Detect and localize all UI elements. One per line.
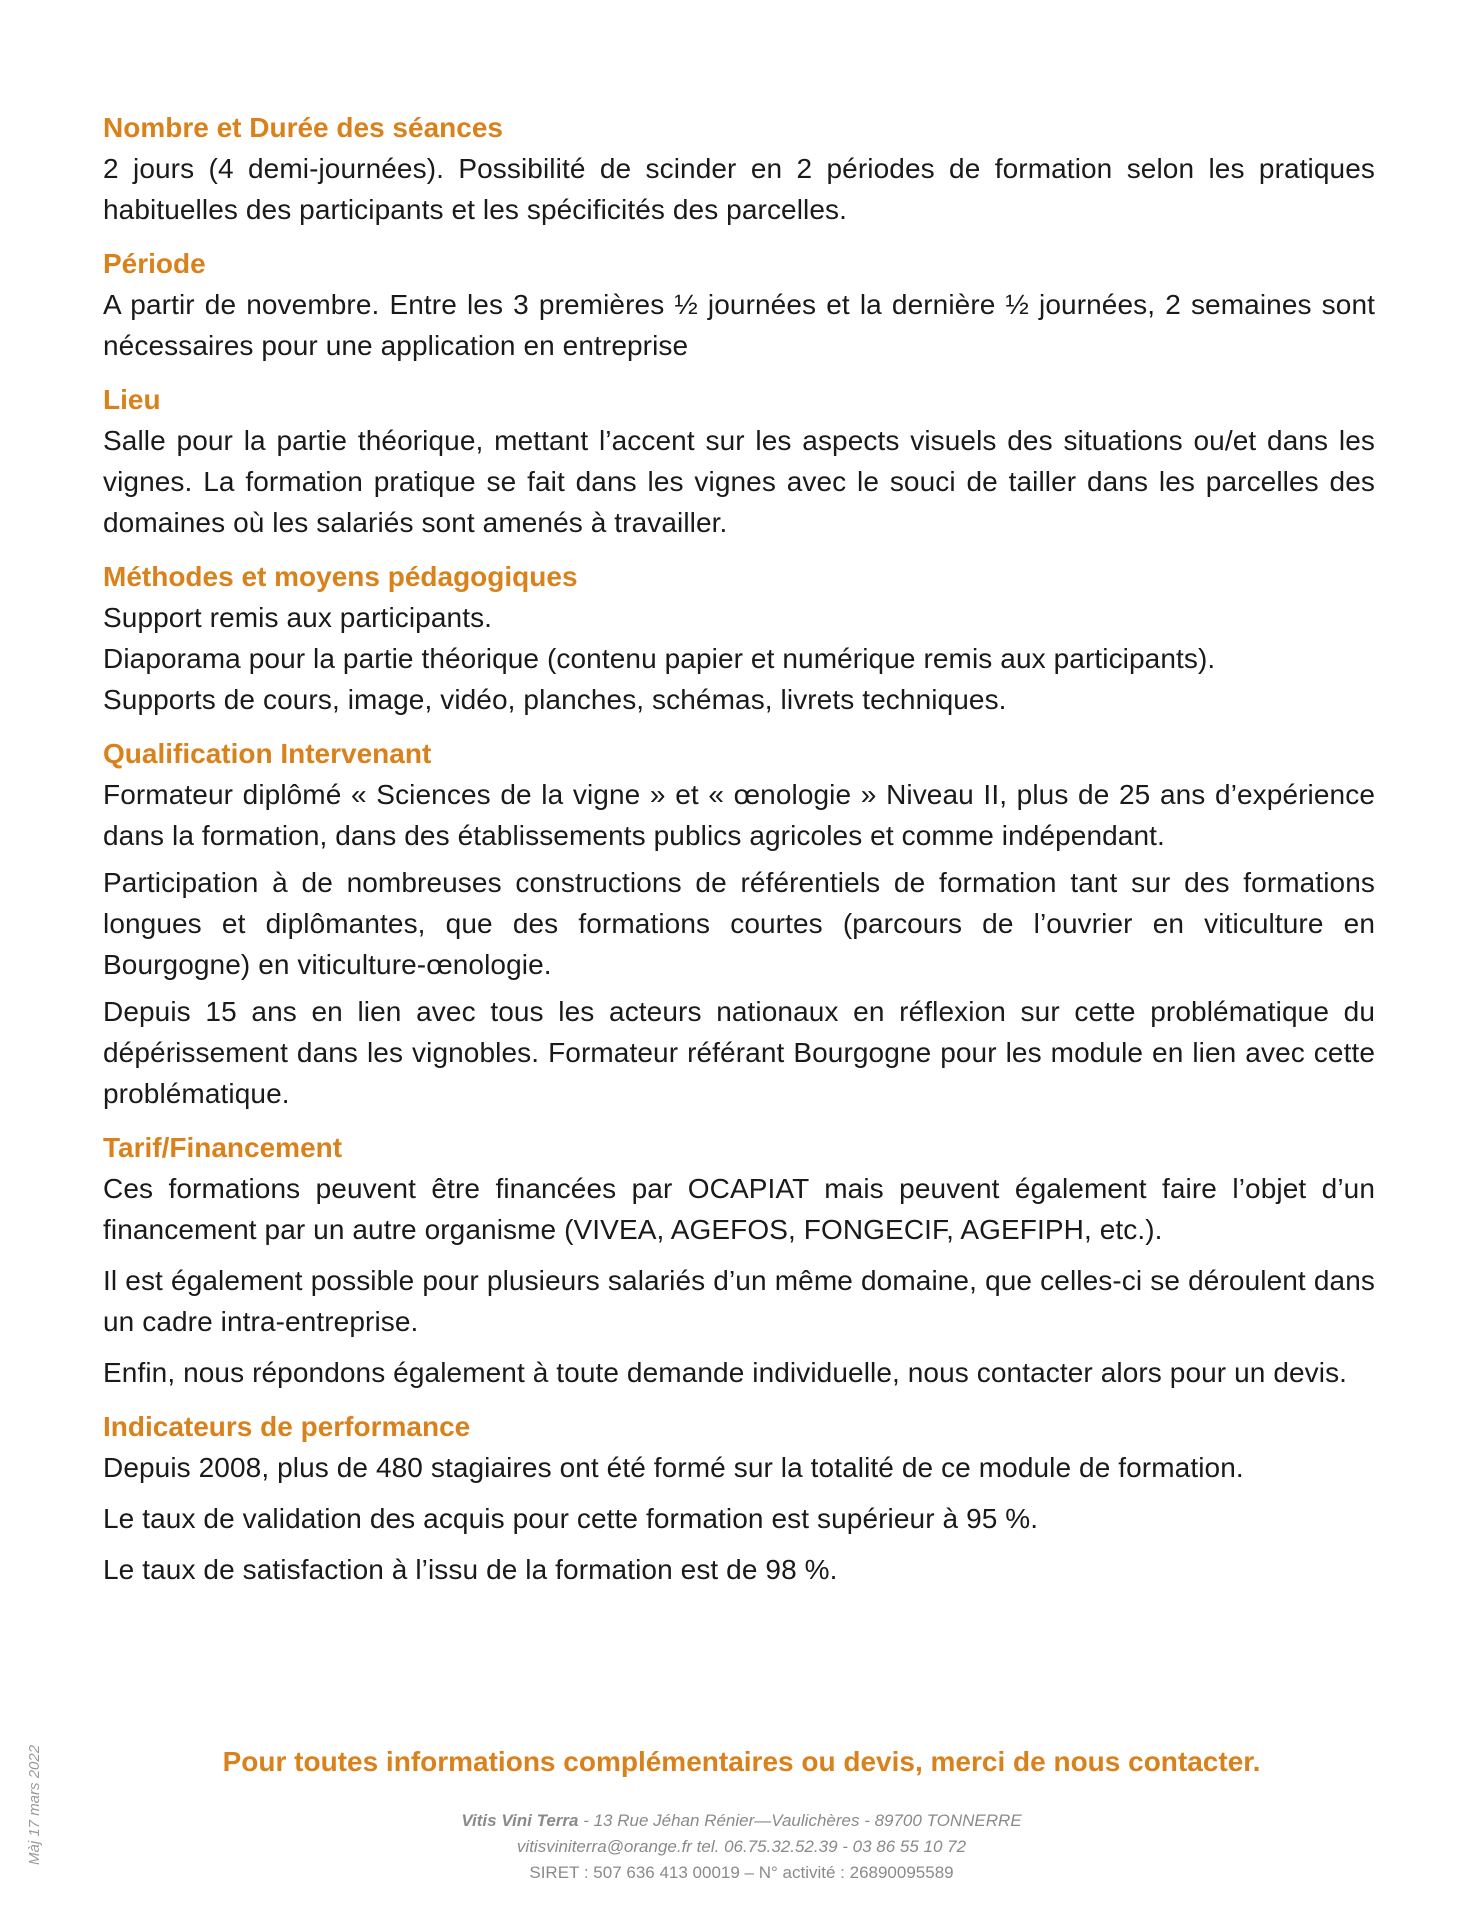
section-duree xyxy=(103,108,1375,230)
section-indicateurs xyxy=(103,1407,1375,1590)
footer-siret: SIRET : 507 636 413 00019 – N° activité : 26890095589 xyxy=(529,1863,954,1882)
section-heading: Lieu xyxy=(103,384,161,415)
section-paragraph: Ces formations peuvent être financées par OCAPIAT mais peuvent également faire l’objet d’un financement par un autre organisme (VIVEA, AGEFOS, FONGECIF, AGEFIPH, etc.). xyxy=(103,1173,1375,1245)
section-paragraph: Supports de cours, image, vidéo, planches, schémas, livrets techniques. xyxy=(103,684,1007,715)
update-date-note: Màj 17 mars 2022 xyxy=(26,1744,43,1865)
footer-brand: Vitis Vini Terra xyxy=(461,1811,579,1830)
section-tarif xyxy=(103,1128,1375,1393)
section-paragraph: Le taux de satisfaction à l’issu de la formation est de 98 %. xyxy=(103,1554,838,1585)
section-heading: Tarif/Financement xyxy=(103,1132,343,1163)
section-paragraph: Formateur diplômé « Sciences de la vigne » et « œnologie » Niveau II, plus de 25 ans d’expérience dans la formation, dans des établissements publics agricoles et comme indépendant. xyxy=(103,779,1375,851)
section-paragraph: Support remis aux participants. xyxy=(103,602,493,633)
section-paragraph: Enfin, nous répondons également à toute demande individuelle, nous contacter alors pour un devis. xyxy=(103,1357,1348,1388)
section-heading: Indicateurs de performance xyxy=(103,1411,471,1442)
section-heading: Période xyxy=(103,248,206,279)
contact-call-to-action: Pour toutes informations complémentaires ou devis, merci de nous contacter. xyxy=(222,1746,1261,1777)
section-paragraph: Il est également possible pour plusieurs salariés d’un même domaine, que celles-ci se déroulent dans un cadre intra-entreprise. xyxy=(103,1265,1375,1337)
section-methodes xyxy=(103,557,1375,720)
section-paragraph: Depuis 2008, plus de 480 stagiaires ont été formé sur la totalité de ce module de formation. xyxy=(103,1452,1244,1483)
section-heading: Méthodes et moyens pédagogiques xyxy=(103,561,578,592)
footer-address-line xyxy=(0,1808,1483,1834)
footer-address: - 13 Rue Jéhan Rénier—Vaulichères - 89700 TONNERRE xyxy=(578,1811,1022,1830)
section-periode xyxy=(103,244,1375,366)
section-paragraph: Le taux de validation des acquis pour cette formation est supérieur à 95 %. xyxy=(103,1503,1039,1534)
section-paragraph: Participation à de nombreuses constructions de référentiels de formation tant sur des formations longues et diplômantes, que des formations courtes (parcours de l’ouvrier en viticulture en Bourgogne) en viticulture-œnologie. xyxy=(103,867,1375,980)
section-paragraph: A partir de novembre. Entre les 3 premières ½ journées et la dernière ½ journées, 2 semaines sont nécessaires pour une application en entreprise xyxy=(103,289,1375,361)
footer xyxy=(0,1808,1483,1886)
section-lieu xyxy=(103,380,1375,543)
section-paragraph: Diaporama pour la partie théorique (contenu papier et numérique remis aux participants). xyxy=(103,643,1216,674)
document-body xyxy=(103,108,1375,1604)
footer-contact: vitisviniterra@orange.fr tel. 06.75.32.52.39 - 03 86 55 10 72 xyxy=(516,1837,967,1856)
section-paragraph: Depuis 15 ans en lien avec tous les acteurs nationaux en réflexion sur cette problématique du dépérissement dans les vignobles. Formateur référant Bourgogne pour les module en lien avec cette problématique. xyxy=(103,996,1375,1109)
section-qualification xyxy=(103,734,1375,1114)
section-paragraph: Salle pour la partie théorique, mettant l’accent sur les aspects visuels des situations ou/et dans les vignes. La formation pratique se fait dans les vignes avec le souci de tailler dans les parcelles des domaines où les salariés sont amenés à travailler. xyxy=(103,425,1375,538)
section-heading: Nombre et Durée des séances xyxy=(103,112,503,143)
section-heading: Qualification Intervenant xyxy=(103,738,432,769)
section-paragraph: 2 jours (4 demi-journées). Possibilité de scinder en 2 périodes de formation selon les pratiques habituelles des participants et les spécificités des parcelles. xyxy=(103,153,1375,225)
